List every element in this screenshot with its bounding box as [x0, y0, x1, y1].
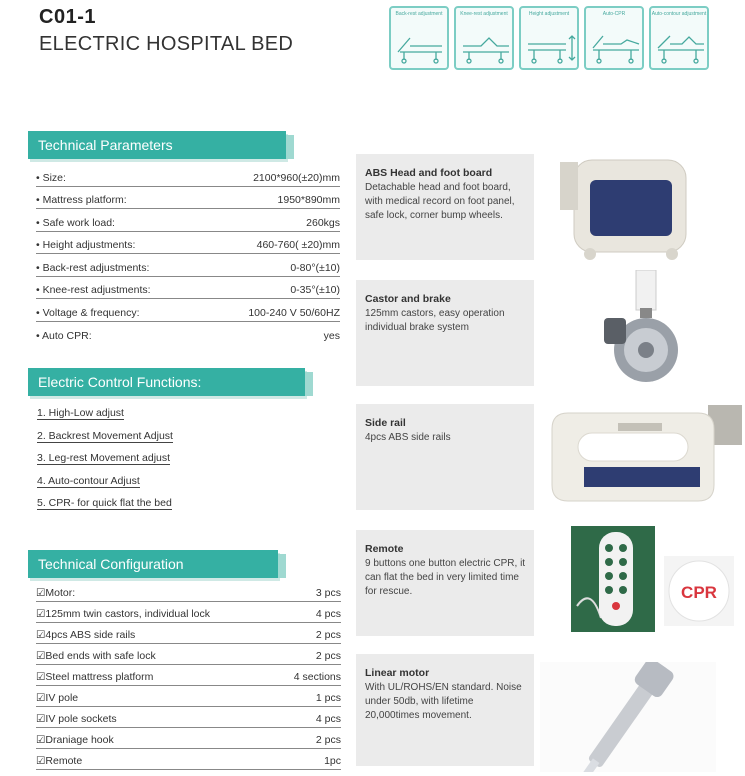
config-value: 1pc	[324, 755, 341, 767]
list-item	[37, 475, 173, 498]
param-row	[36, 232, 340, 255]
param-value: 260kgs	[306, 216, 340, 229]
side-rail-image	[548, 405, 742, 513]
param-name: • Size:	[36, 172, 66, 184]
param-value: 460-760( ±20)mm	[256, 239, 340, 251]
config-value: 1 pcs	[315, 692, 341, 704]
param-row	[36, 164, 340, 187]
config-name: ☑ Motor:	[36, 587, 75, 599]
technical-configuration-list	[36, 581, 341, 770]
castor-image	[596, 270, 686, 390]
linear-motor-image	[540, 662, 716, 772]
feature-icon-label: Knee-rest adjustment	[460, 11, 508, 17]
headboard-image	[560, 152, 720, 267]
feature-box-side-rail	[356, 404, 534, 510]
feature-description: 4pcs ABS side rails	[365, 432, 451, 443]
cpr-label: CPR	[681, 583, 717, 602]
config-row	[36, 707, 341, 728]
param-name: • Safe work load:	[36, 217, 115, 229]
back-rest-icon	[389, 6, 449, 70]
model-number: C01-1	[39, 6, 96, 28]
config-value: 3 pcs	[315, 587, 341, 599]
config-name: ☑ Bed ends with safe lock	[36, 650, 156, 662]
height-icon	[519, 6, 579, 70]
feature-description: 9 buttons one button electric CPR, it can flat the bed in very limited time for rescue.	[365, 558, 526, 597]
param-name: • Back-rest adjustments:	[36, 262, 149, 274]
feature-box-remote	[356, 530, 534, 636]
feature-box-castor	[356, 280, 534, 386]
technical-parameters-list	[36, 164, 340, 344]
feature-icon-strip	[389, 6, 709, 70]
config-value: 2 pcs	[315, 734, 341, 746]
config-name: ☑ 4pcs ABS side rails	[36, 629, 135, 641]
feature-icon-label: Back-rest adjustment	[395, 11, 443, 17]
feature-description: With UL/ROHS/EN standard. Noise under 50db, with lifetime 20,000times movement.	[365, 682, 522, 721]
auto-cpr-icon	[584, 6, 644, 70]
feature-title: Linear motor	[365, 667, 430, 679]
param-name: • Knee-rest adjustments:	[36, 284, 151, 296]
feature-title: ABS Head and foot board	[365, 167, 493, 179]
param-row	[36, 277, 340, 300]
param-row	[36, 209, 340, 232]
feature-description: 125mm castors, easy operation individual brake system	[365, 308, 505, 333]
param-value: 100-240 V 50/60HZ	[248, 306, 340, 319]
config-row	[36, 665, 341, 686]
param-row	[36, 299, 340, 322]
function-text: 1. High-Low adjust	[37, 407, 124, 419]
param-value: 0-80°(±10)	[290, 261, 340, 274]
function-text: 5. CPR- for quick flat the bed	[37, 497, 172, 509]
config-name: ☑ Steel mattress platform	[36, 671, 153, 683]
knee-rest-icon	[454, 6, 514, 70]
list-item	[37, 452, 173, 475]
param-value: 1950*890mm	[277, 194, 340, 206]
list-item	[37, 407, 173, 430]
list-item	[37, 497, 173, 520]
config-row	[36, 581, 341, 602]
config-row	[36, 686, 341, 707]
function-text: 4. Auto-contour Adjust	[37, 474, 140, 487]
param-name: • Mattress platform:	[36, 194, 127, 206]
feature-box-linear-motor	[356, 654, 534, 766]
electric-control-heading: Electric Control Functions:	[28, 368, 305, 396]
config-value: 4 pcs	[315, 608, 341, 620]
param-row	[36, 254, 340, 277]
feature-title: Castor and brake	[365, 293, 451, 305]
config-value: 4 sections	[293, 671, 341, 683]
function-text: 2. Backrest Movement Adjust	[37, 429, 173, 442]
electric-control-list	[37, 407, 173, 520]
feature-title: Remote	[365, 543, 404, 555]
cpr-button-image	[664, 556, 734, 626]
param-name: • Voltage & frequency:	[36, 307, 140, 319]
auto-contour-icon	[649, 6, 709, 70]
config-name: ☑ IV pole	[36, 692, 78, 704]
feature-icon-label: Auto-CPR	[602, 11, 626, 17]
config-name: ☑ Draniage hook	[36, 734, 114, 746]
config-row	[36, 749, 341, 770]
config-row	[36, 623, 341, 644]
config-name: ☑ 125mm twin castors, individual lock	[36, 608, 210, 620]
param-value: 2100*960(±20)mm	[253, 171, 340, 184]
feature-icon-label: Auto-contour adjustment	[651, 11, 707, 17]
feature-title: Side rail	[365, 417, 406, 429]
product-title: ELECTRIC HOSPITAL BED	[39, 33, 294, 55]
feature-description: Detachable head and foot board, with medical record on foot panel, safe lock, corner bump wheels.	[365, 182, 515, 221]
config-name: ☑ Remote	[36, 755, 82, 767]
technical-configuration-heading: Technical Configuration	[28, 550, 278, 578]
param-value: 0-35°(±10)	[290, 284, 340, 296]
config-value: 4 pcs	[315, 713, 341, 725]
config-row	[36, 644, 341, 665]
config-value: 2 pcs	[315, 629, 341, 641]
config-value: 2 pcs	[315, 650, 341, 662]
feature-box-headboard	[356, 154, 534, 260]
feature-icon-label: Height adjustment	[528, 11, 570, 17]
list-item	[37, 430, 173, 453]
param-name: • Auto CPR:	[36, 330, 92, 342]
param-name: • Height adjustments:	[36, 239, 135, 251]
technical-parameters-heading: Technical Parameters	[28, 131, 286, 159]
config-row	[36, 602, 341, 623]
param-row	[36, 322, 340, 345]
param-row	[36, 187, 340, 210]
config-name: ☑ IV pole sockets	[36, 713, 117, 725]
remote-image	[571, 526, 655, 632]
config-row	[36, 728, 341, 749]
param-value: yes	[323, 330, 340, 342]
function-text: 3. Leg-rest Movement adjust	[37, 452, 171, 464]
